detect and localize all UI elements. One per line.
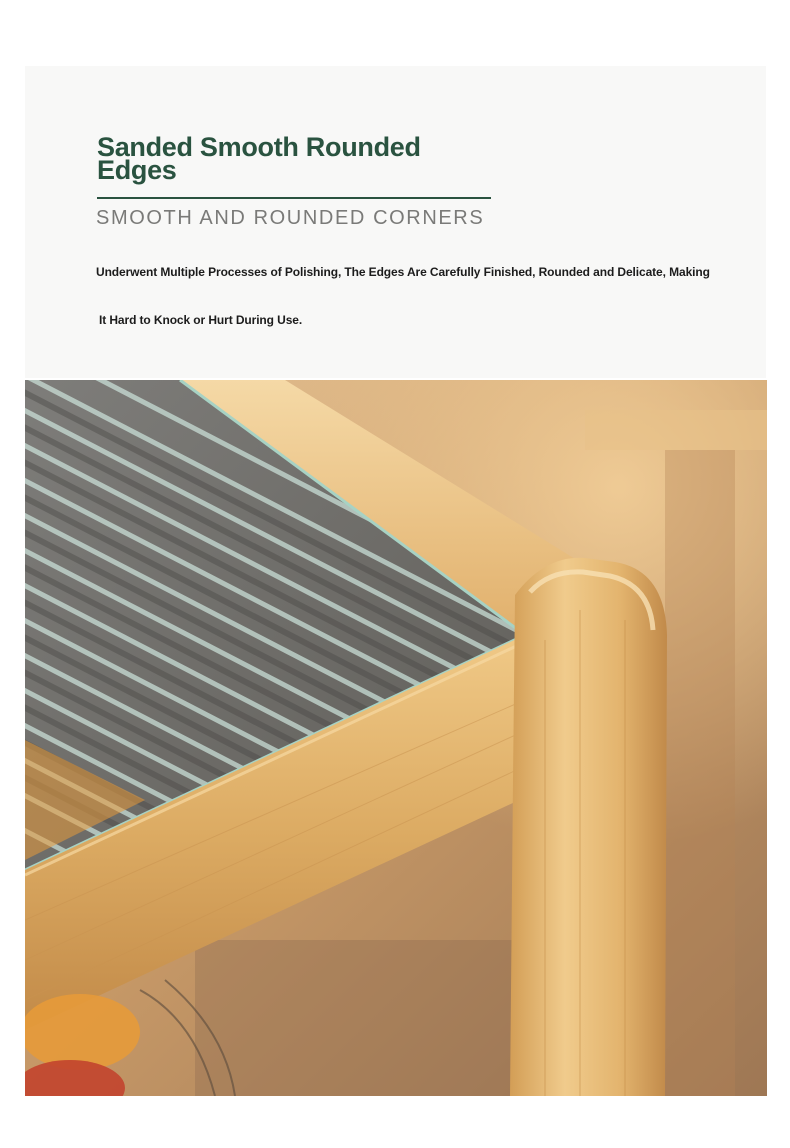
title-divider xyxy=(97,197,491,199)
description-line-2: It Hard to Knock or Hurt During Use. xyxy=(99,313,303,327)
page-title: Sanded Smooth Rounded Edges xyxy=(97,132,421,185)
product-photo xyxy=(25,380,767,1096)
page-subtitle: SMOOTH AND ROUNDED CORNERS xyxy=(96,207,485,229)
description-line-1: Underwent Multiple Processes of Polishing, The Edges Are Carefully Finished, Rounded and Delicate, Making xyxy=(96,265,710,279)
